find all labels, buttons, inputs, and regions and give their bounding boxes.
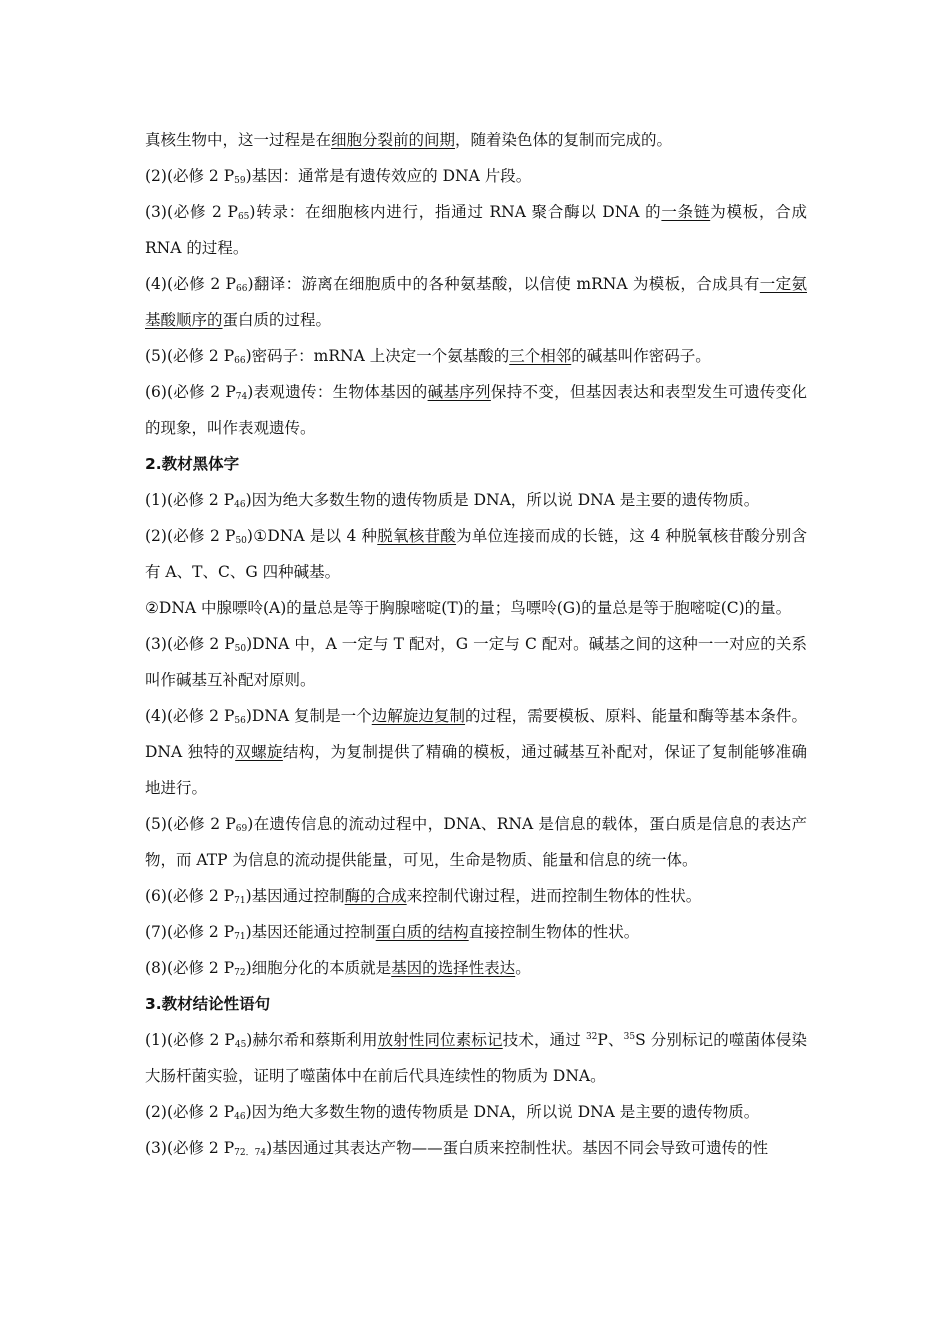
text: 来控制代谢过程，进而控制生物体的性状。 — [406, 887, 702, 905]
underlined-term: 碱基序列 — [427, 383, 491, 401]
item-number: (7)(必修 2 P — [145, 923, 235, 941]
item-number: (3)(必修 2 P — [145, 203, 238, 221]
bold-item-1 — [145, 482, 807, 518]
item-number: (5)(必修 2 P — [145, 347, 235, 365]
item-number: (1)(必修 2 P — [145, 491, 235, 509]
text: 蛋白质的过程。 — [222, 311, 332, 329]
underlined-term: 边解旋边复制 — [371, 707, 466, 725]
item-number: (4)(必修 2 P — [145, 707, 235, 725]
page-ref: 46 — [234, 500, 246, 510]
page-ref: 45 — [234, 1040, 247, 1050]
page-ref: 46 — [234, 1112, 246, 1122]
page-ref: 66 — [234, 356, 246, 366]
conclusion-item-3 — [145, 1130, 807, 1166]
page-ref: 65 — [237, 212, 250, 222]
isotope-mass: 32 — [585, 1032, 598, 1042]
bold-item-2-sub — [145, 590, 807, 626]
page-ref: 69 — [235, 824, 248, 834]
underlined-term: 三个相邻 — [509, 347, 572, 365]
underlined-term: 酶的合成 — [344, 887, 407, 905]
text: P、 — [597, 1031, 624, 1049]
text: )赫尔希和蔡斯利用 — [246, 1031, 378, 1049]
bold-item-2 — [145, 518, 807, 590]
bold-item-6 — [145, 878, 807, 914]
underlined-term: 蛋白质的结构 — [375, 923, 469, 941]
text: 真核生物中，这一过程是在 — [145, 131, 332, 149]
text: )表观遗传：生物体基因的 — [247, 383, 428, 401]
section-heading-bold-text: 2.教材黑体字 — [145, 455, 240, 473]
page-ref: 66 — [235, 284, 248, 294]
text: 的碱基叫作密码子。 — [571, 347, 711, 365]
definition-codon — [145, 338, 807, 374]
definition-epigenetics — [145, 374, 807, 446]
document-body — [145, 122, 807, 1166]
text: )转录：在细胞核内进行，指通过 RNA 聚合酶以 DNA 的 — [249, 203, 662, 221]
text: )基因通过其表达产物——蛋白质来控制性状。基因不同会导致可遗传的性 — [266, 1139, 769, 1157]
text: 为模板，合成 RNA 的过程。 — [145, 203, 807, 257]
text: )在遗传信息的流动过程中，DNA、RNA 是信息的载体，蛋白质是信息的表达产物，而 ATP 为信息的流动提供能量，可见，生命是物质、能量和信息的统一体。 — [145, 815, 807, 869]
text: )密码子：mRNA 上决定一个氨基酸的 — [245, 347, 510, 365]
text: )基因还能通过控制 — [245, 923, 376, 941]
text: S 分别标记的噬菌体侵染大肠杆菌实验，证明了噬菌体中在前后代具连续性的物质为 DNA。 — [145, 1031, 807, 1085]
bold-item-8 — [145, 950, 807, 986]
text: )细胞分化的本质就是 — [245, 959, 392, 977]
text: ②DNA 中腺嘌呤(A)的量总是等于胸腺嘧啶(T)的量；鸟嘌呤(G)的量总是等于胞嘧啶(C)的量。 — [145, 599, 792, 617]
underlined-term: 细胞分裂前的间期 — [331, 131, 456, 149]
text: )因为绝大多数生物的遗传物质是 DNA，所以说 DNA 是主要的遗传物质。 — [245, 1103, 760, 1121]
underlined-term: 脱氧核苷酸 — [377, 527, 457, 545]
underlined-term: 放射性同位素标记 — [377, 1031, 503, 1049]
page-ref: 74 — [235, 392, 248, 402]
isotope-mass: 35 — [623, 1032, 636, 1042]
text: )基因通过控制 — [245, 887, 345, 905]
section-heading-conclusions: 3.教材结论性语句 — [145, 995, 271, 1013]
paragraph-dna-replication-timing — [145, 122, 807, 158]
text: 结构，为复制提供了精确的模板，通过碱基互补配对，保证了复制能够准确地进行。 — [145, 743, 807, 797]
page-ref: 59 — [234, 176, 246, 186]
item-number: (3)(必修 2 P — [145, 1139, 235, 1157]
bold-item-7 — [145, 914, 807, 950]
definition-transcription — [145, 194, 807, 266]
page-ref: 72 — [234, 968, 246, 978]
page-ref: 50 — [235, 536, 247, 546]
text: 直接控制生物体的性状。 — [468, 923, 640, 941]
page-ref: 50 — [234, 644, 247, 654]
item-number: (6)(必修 2 P — [145, 887, 235, 905]
definition-gene — [145, 158, 807, 194]
text: )翻译：游离在细胞质中的各种氨基酸，以信使 mRNA 为模板，合成具有 — [247, 275, 760, 293]
item-number: (3)(必修 2 P — [145, 635, 235, 653]
definition-translation — [145, 266, 807, 338]
page-ref: 71 — [234, 932, 246, 942]
text: )基因：通常是有遗传效应的 DNA 片段。 — [245, 167, 532, 185]
text: 技术，通过 — [502, 1031, 586, 1049]
underlined-term: 基因的选择性表达 — [391, 959, 516, 977]
page-ref: 56 — [234, 716, 246, 726]
item-number: (2)(必修 2 P — [145, 167, 235, 185]
text: )因为绝大多数生物的遗传物质是 DNA，所以说 DNA 是主要的遗传物质。 — [245, 491, 760, 509]
bold-item-4 — [145, 698, 807, 806]
text: )①DNA 是以 4 种 — [246, 527, 378, 545]
item-number: (4)(必修 2 P — [145, 275, 236, 293]
bold-item-5 — [145, 806, 807, 878]
underlined-term: 一定氨基酸顺序的 — [145, 275, 807, 329]
item-number: (6)(必修 2 P — [145, 383, 236, 401]
text: )DNA 中，A 一定与 T 配对，G 一定与 C 配对。碱基之间的这种一一对应的关系叫作碱基互补配对原则。 — [145, 635, 807, 689]
text: ，随着染色体的复制而完成的。 — [455, 131, 673, 149]
item-number: (2)(必修 2 P — [145, 527, 236, 545]
conclusion-item-1 — [145, 1022, 807, 1094]
text: 。 — [515, 959, 531, 977]
bold-item-3 — [145, 626, 807, 698]
item-number: (1)(必修 2 P — [145, 1031, 235, 1049]
item-number: (2)(必修 2 P — [145, 1103, 235, 1121]
item-number: (8)(必修 2 P — [145, 959, 235, 977]
item-number: (5)(必修 2 P — [145, 815, 236, 833]
underlined-term: 双螺旋 — [235, 743, 283, 761]
page-ref: 72．74 — [234, 1148, 267, 1158]
text: 的过程，需要模板、原料、能量和酶等基本条件。DNA 独特的 — [145, 707, 807, 761]
underlined-term: 一条链 — [661, 203, 711, 221]
text: )DNA 复制是一个 — [245, 707, 372, 725]
conclusion-item-2 — [145, 1094, 807, 1130]
text: 为单位连接而成的长链，这 4 种脱氧核苷酸分别含有 A、T、C、G 四种碱基。 — [145, 527, 807, 581]
text: 保持不变，但基因表达和表型发生可遗传变化的现象，叫作表观遗传。 — [145, 383, 807, 437]
page-ref: 71 — [234, 896, 246, 906]
